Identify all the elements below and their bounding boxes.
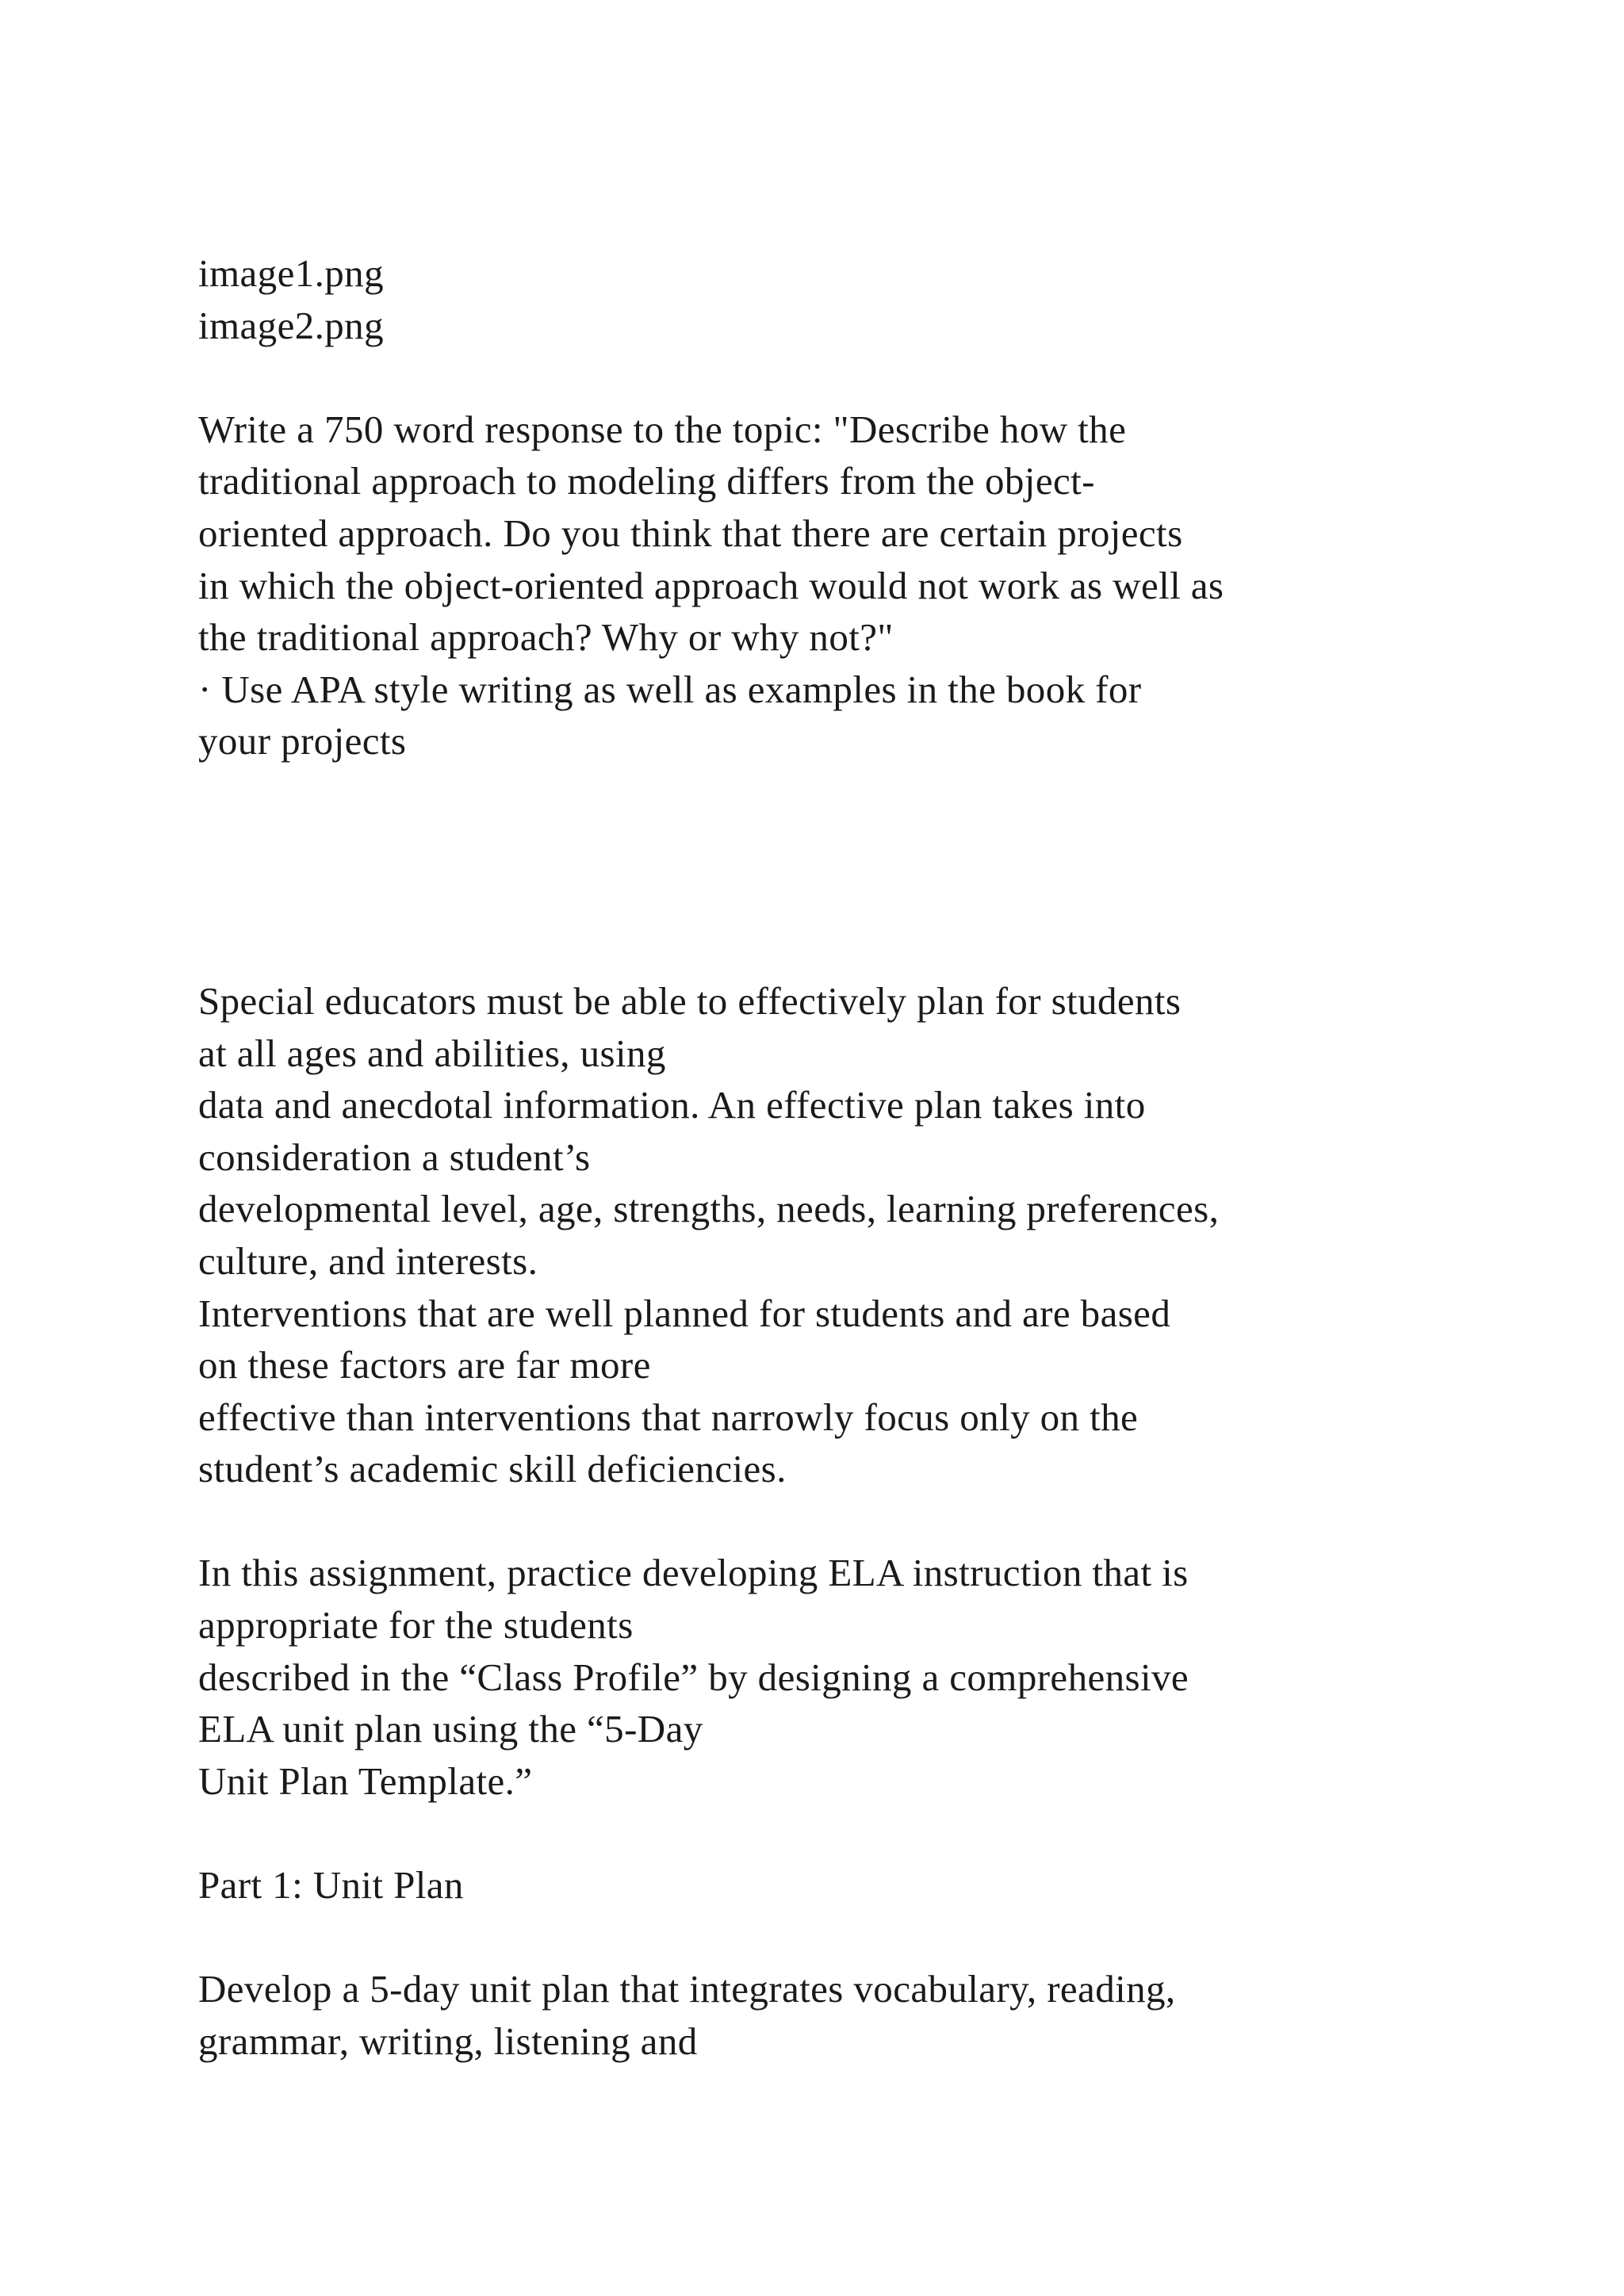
text-line: student’s academic skill deficiencies. <box>198 1447 787 1491</box>
text-line: described in the “Class Profile” by designing a comprehensive <box>198 1655 1189 1699</box>
text-line: your projects <box>198 719 407 763</box>
text-line: consideration a student’s <box>198 1135 591 1179</box>
section-heading: Part 1: Unit Plan <box>198 1863 464 1908</box>
text-line: Write a 750 word response to the topic: "Describe how the <box>198 407 1127 451</box>
text-line: at all ages and abilities, using <box>198 1031 666 1075</box>
text-line: on these factors are far more <box>198 1343 651 1387</box>
attachment-list <box>198 247 1594 351</box>
text-line: Unit Plan Template.” <box>198 1758 533 1803</box>
text-line: developmental level, age, strengths, needs, learning preferences, <box>198 1187 1220 1231</box>
text-line: ELA unit plan using the “5-Day <box>198 1707 703 1751</box>
document-page <box>198 247 1594 2067</box>
text-line: traditional approach to modeling differs from the object- <box>198 459 1095 503</box>
text-line: the traditional approach? Why or why not?" <box>198 615 894 660</box>
text-line: oriented approach. Do you think that there are certain projects <box>198 511 1183 555</box>
text-line: appropriate for the students <box>198 1603 634 1647</box>
text-line: data and anecdotal information. An effective plan takes into <box>198 1083 1146 1127</box>
attachment-filename: image1.png <box>198 251 384 295</box>
text-line: Develop a 5-day unit plan that integrates vocabulary, reading, <box>198 1967 1176 2011</box>
text-line: grammar, writing, listening and <box>198 2019 698 2063</box>
text-line: Interventions that are well planned for students and are based <box>198 1291 1171 1335</box>
text-line: In this assignment, practice developing ELA instruction that is <box>198 1551 1189 1595</box>
text-line: effective than interventions that narrowly focus only on the <box>198 1395 1139 1439</box>
part1-paragraph <box>198 1963 1594 2067</box>
assignment-paragraph <box>198 1547 1594 1807</box>
attachment-filename: image2.png <box>198 303 384 347</box>
text-line: culture, and interests. <box>198 1238 538 1283</box>
bullet-line: · Use APA style writing as well as examples in the book for <box>198 667 1142 711</box>
text-line: Special educators must be able to effectively plan for students <box>198 978 1182 1023</box>
text-line: in which the object-oriented approach would not work as well as <box>198 563 1224 607</box>
assignment-prompt <box>198 404 1594 767</box>
intro-paragraph <box>198 975 1594 1495</box>
